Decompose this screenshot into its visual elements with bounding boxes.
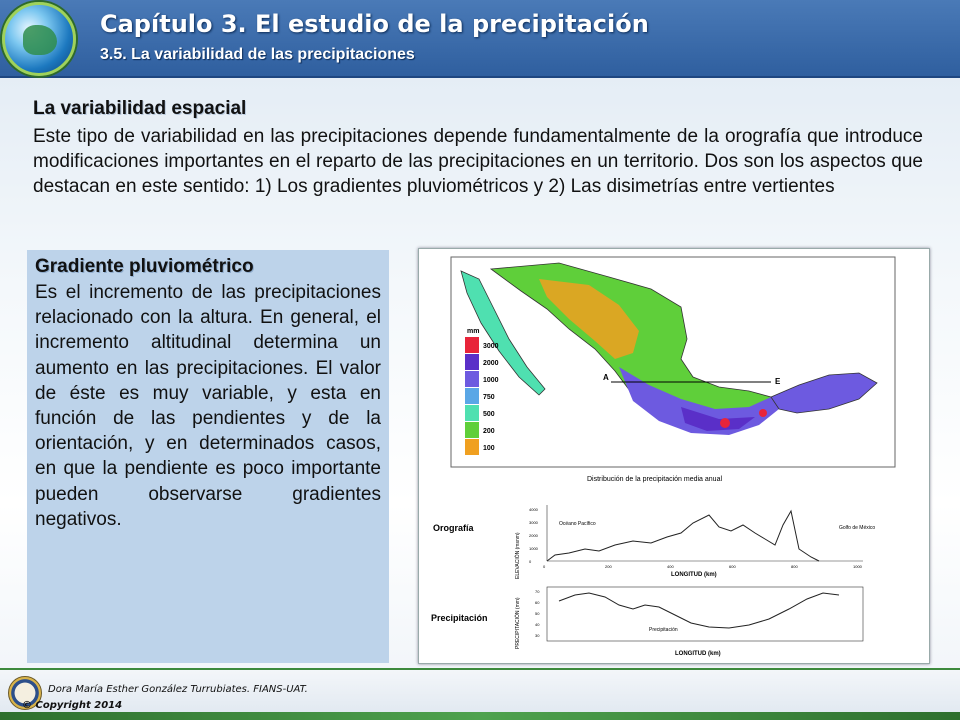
elevation-axis-label: ELEVACIÓN (msnm) — [515, 532, 521, 579]
gulf-mexico-label: Golfo de México — [839, 525, 876, 531]
ocean-pacific-label: Océano Pacífico — [559, 521, 596, 527]
longitude-ticks — [543, 564, 863, 569]
intro-paragraph: Este tipo de variabilidad en las precipitaciones depende fundamentalmente de la orografía que introduce modificaciones importantes en el reparto de las precipitaciones en un territorio. Dos son los aspectos que destacan en este sentido: 1) Los gradientes pluviométricos y 2) Las disimetrías entre vertientes — [33, 126, 923, 197]
legend-unit: mm — [467, 328, 480, 335]
longitude-label: LONGITUD (km) — [671, 572, 717, 578]
globe-land-shape — [23, 25, 57, 55]
elevation-tick-label: 0 — [529, 559, 532, 564]
precipitation-tick-label: 50 — [535, 611, 540, 616]
longitude-label-2: LONGITUD (km) — [675, 651, 721, 657]
figure-svg — [419, 249, 931, 665]
elevation-tick-label: 1000 — [529, 546, 538, 551]
legend-swatch — [465, 422, 479, 438]
transect-start-label: A — [603, 373, 609, 382]
section-heading: La variabilidad espacial — [33, 98, 247, 119]
elevation-tick-label: 3000 — [529, 520, 538, 525]
precipitation-inner-label: Precipitación — [649, 627, 678, 633]
map-caption: Distribución de la precipitación media anual — [587, 476, 723, 483]
precipitation-ticks — [535, 589, 540, 638]
legend-swatch — [465, 388, 479, 404]
precipitation-tick-label: 40 — [535, 622, 540, 627]
precipitation-frame — [547, 587, 863, 641]
precipitation-tick-label: 60 — [535, 600, 540, 605]
gradient-heading: Gradiente pluviométrico — [35, 256, 254, 277]
copyright-notice: © Copyright 2014 — [22, 700, 123, 711]
gradient-box — [27, 250, 389, 663]
chapter-subtitle: 3.5. La variabilidad de las precipitaciones — [100, 46, 415, 63]
legend-swatch — [465, 337, 479, 353]
elevation-ticks — [529, 507, 539, 564]
legend-swatch — [465, 354, 479, 370]
transect-end-label: E — [775, 377, 781, 386]
precipitation-tick-label: 30 — [535, 633, 540, 638]
map-max-rain-2 — [759, 409, 767, 417]
legend-label: 3000 — [483, 343, 499, 350]
legend-swatch — [465, 371, 479, 387]
legend-label: 2000 — [483, 360, 499, 367]
longitude-tick-label: 200 — [605, 564, 612, 569]
footer-strip — [0, 712, 960, 720]
precipitation-axis-label: PRECIPITACIÓN (mm) — [515, 597, 521, 649]
legend-swatch — [465, 405, 479, 421]
longitude-tick-label: 800 — [791, 564, 798, 569]
globe-logo-icon — [2, 2, 76, 76]
legend-label: 1000 — [483, 377, 499, 384]
longitude-tick-label: 400 — [667, 564, 674, 569]
orography-profile — [547, 511, 819, 561]
header-bar — [0, 0, 960, 78]
legend-label: 100 — [483, 445, 495, 452]
map-max-rain-1 — [720, 418, 730, 428]
elevation-tick-label: 4000 — [529, 507, 538, 512]
precipitation-figure — [418, 248, 930, 664]
legend-label: 200 — [483, 428, 495, 435]
orography-label: Orografía — [433, 523, 474, 533]
longitude-tick-label: 1000 — [853, 564, 862, 569]
precipitation-tick-label: 70 — [535, 589, 540, 594]
longitude-tick-label: 0 — [543, 564, 546, 569]
precipitation-label: Precipitación — [431, 613, 488, 623]
elevation-tick-label: 2000 — [529, 533, 538, 538]
chapter-title: Capítulo 3. El estudio de la precipitación — [100, 10, 649, 38]
footer — [0, 668, 960, 720]
author-credit: Dora María Esther González Turrubiates. FIANS-UAT. — [48, 684, 308, 695]
legend-label: 500 — [483, 411, 495, 418]
gradient-body: Es el incremento de las precipitaciones relacionado con la altura. En general, el incremento altitudinal determina un aumento en las precipitaciones. El valor de éste es muy variable, y esta en función de las pendientes y de la orientación, y en determinados casos, en que la pendiente es poco importante pueden observarse gradientes negativos. — [35, 282, 381, 530]
legend-swatch — [465, 439, 479, 455]
longitude-tick-label: 600 — [729, 564, 736, 569]
legend-label: 750 — [483, 394, 495, 401]
